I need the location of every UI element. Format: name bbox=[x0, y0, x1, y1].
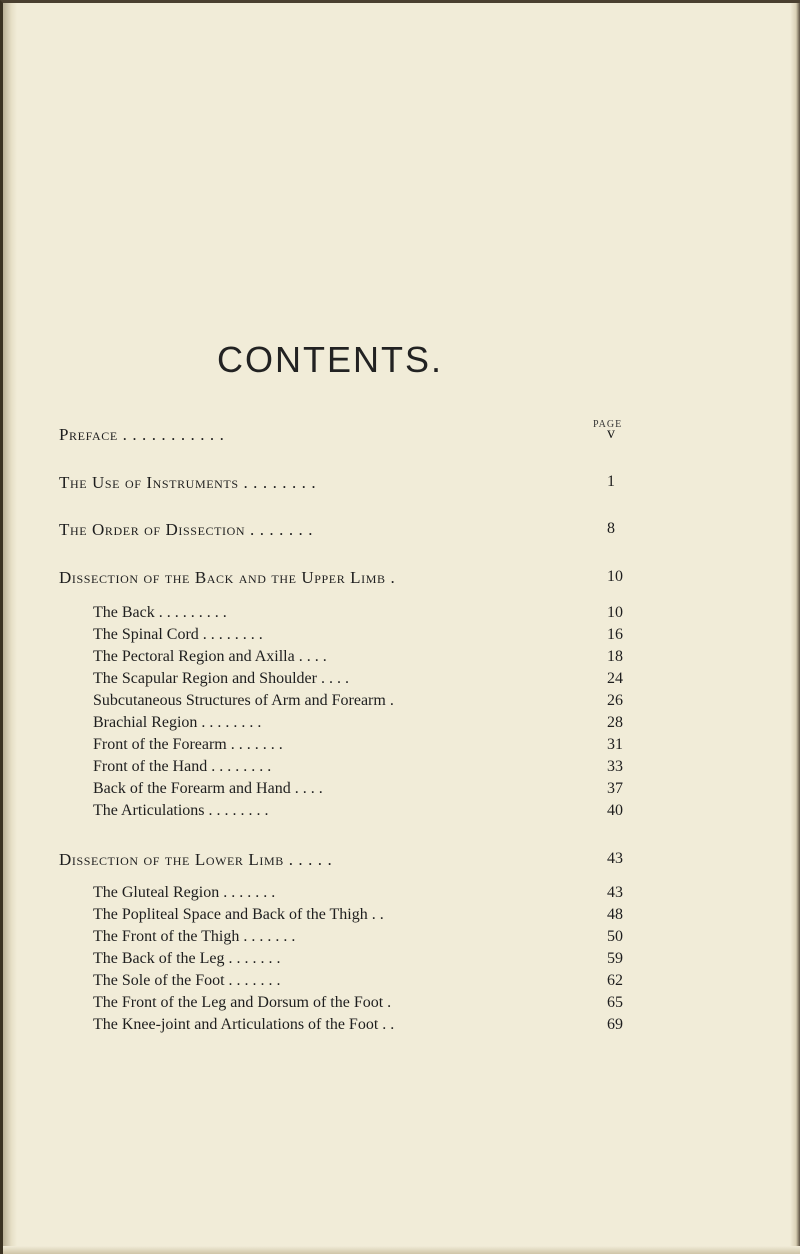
toc-entry-lower-limb bbox=[3, 850, 800, 872]
toc-entry-page: 62 bbox=[607, 972, 623, 989]
toc-entry-label: Preface . . . . . . . . . . . bbox=[59, 425, 225, 444]
toc-entry-label: The Articulations . . . . . . . . bbox=[93, 802, 269, 819]
toc-subentry-back bbox=[3, 604, 800, 626]
toc-entry-label: The Front of the Thigh . . . . . . . bbox=[93, 928, 296, 945]
toc-entry-page: 48 bbox=[607, 906, 623, 923]
toc-entry-order-of-dissection bbox=[3, 520, 800, 542]
table-of-contents bbox=[3, 3, 800, 1254]
toc-entry-label: The Spinal Cord . . . . . . . . bbox=[93, 626, 263, 643]
toc-entry-page: 43 bbox=[607, 850, 623, 867]
toc-entry-label: Back of the Forearm and Hand . . . . bbox=[93, 780, 323, 797]
toc-subentry-front-of-leg bbox=[3, 994, 800, 1016]
toc-entry-label: Dissection of the Lower Limb . . . . . bbox=[59, 850, 333, 869]
toc-entry-page: 33 bbox=[607, 758, 623, 775]
toc-entry-page: 69 bbox=[607, 1016, 623, 1033]
toc-entry-page: 65 bbox=[607, 994, 623, 1011]
toc-entry-label: The Order of Dissection . . . . . . . bbox=[59, 520, 314, 539]
toc-subentry-knee-joint bbox=[3, 1016, 800, 1038]
toc-entry-label: The Back of the Leg . . . . . . . bbox=[93, 950, 281, 967]
toc-subentry-front-of-forearm bbox=[3, 736, 800, 758]
toc-entry-page: 18 bbox=[607, 648, 623, 665]
toc-subentry-pectoral-region bbox=[3, 648, 800, 670]
toc-entry-label: Front of the Forearm . . . . . . . bbox=[93, 736, 283, 753]
toc-subentry-gluteal-region bbox=[3, 884, 800, 906]
toc-entry-page: 24 bbox=[607, 670, 623, 687]
toc-subentry-front-of-hand bbox=[3, 758, 800, 780]
toc-subentry-back-of-leg bbox=[3, 950, 800, 972]
toc-subentry-articulations bbox=[3, 802, 800, 824]
toc-entry-label: The Use of Instruments . . . . . . . . bbox=[59, 473, 317, 492]
toc-entry-label: The Pectoral Region and Axilla . . . . bbox=[93, 648, 327, 665]
toc-subentry-brachial-region bbox=[3, 714, 800, 736]
toc-entry-label: The Popliteal Space and Back of the Thigh . . bbox=[93, 906, 384, 923]
toc-entry-label: The Knee-joint and Articulations of the Foot . . bbox=[93, 1016, 395, 1033]
page-column-header: PAGE bbox=[593, 419, 623, 430]
toc-entry-label: Brachial Region . . . . . . . . bbox=[93, 714, 262, 731]
toc-entry-label: Subcutaneous Structures of Arm and Forearm . bbox=[93, 692, 394, 709]
toc-entry-page: 10 bbox=[607, 604, 623, 621]
toc-subentry-popliteal-space bbox=[3, 906, 800, 928]
toc-entry-page: 50 bbox=[607, 928, 623, 945]
toc-entry-page: 28 bbox=[607, 714, 623, 731]
toc-entry-page: 43 bbox=[607, 884, 623, 901]
toc-entry-label: The Sole of the Foot . . . . . . . bbox=[93, 972, 281, 989]
toc-entry-page: v bbox=[607, 425, 615, 442]
toc-entry-page: 1 bbox=[607, 473, 615, 490]
toc-entry-use-of-instruments bbox=[3, 473, 800, 495]
toc-entry-page: 37 bbox=[607, 780, 623, 797]
toc-entry-preface bbox=[3, 425, 800, 447]
toc-entry-back-and-upper-limb bbox=[3, 568, 800, 590]
toc-entry-page: 31 bbox=[607, 736, 623, 753]
toc-subentry-back-of-forearm-and-hand bbox=[3, 780, 800, 802]
toc-subentry-sole-of-foot bbox=[3, 972, 800, 994]
page-title: CONTENTS. bbox=[217, 339, 444, 380]
toc-entry-label: Dissection of the Back and the Upper Limb . bbox=[59, 568, 396, 587]
toc-entry-label: The Gluteal Region . . . . . . . bbox=[93, 884, 276, 901]
toc-entry-page: 8 bbox=[607, 520, 615, 537]
toc-subentry-scapular-region bbox=[3, 670, 800, 692]
toc-entry-page: 40 bbox=[607, 802, 623, 819]
toc-entry-label: The Front of the Leg and Dorsum of the Foot . bbox=[93, 994, 392, 1011]
toc-entry-page: 26 bbox=[607, 692, 623, 709]
toc-subentry-subcutaneous-structures bbox=[3, 692, 800, 714]
toc-entry-label: Front of the Hand . . . . . . . . bbox=[93, 758, 272, 775]
toc-subentry-spinal-cord bbox=[3, 626, 800, 648]
toc-subentry-front-of-thigh bbox=[3, 928, 800, 950]
toc-entry-page: 16 bbox=[607, 626, 623, 643]
toc-entry-page: 10 bbox=[607, 568, 623, 585]
toc-entry-label: The Scapular Region and Shoulder . . . . bbox=[93, 670, 349, 687]
toc-entry-page: 59 bbox=[607, 950, 623, 967]
toc-entry-label: The Back . . . . . . . . . bbox=[93, 604, 227, 621]
